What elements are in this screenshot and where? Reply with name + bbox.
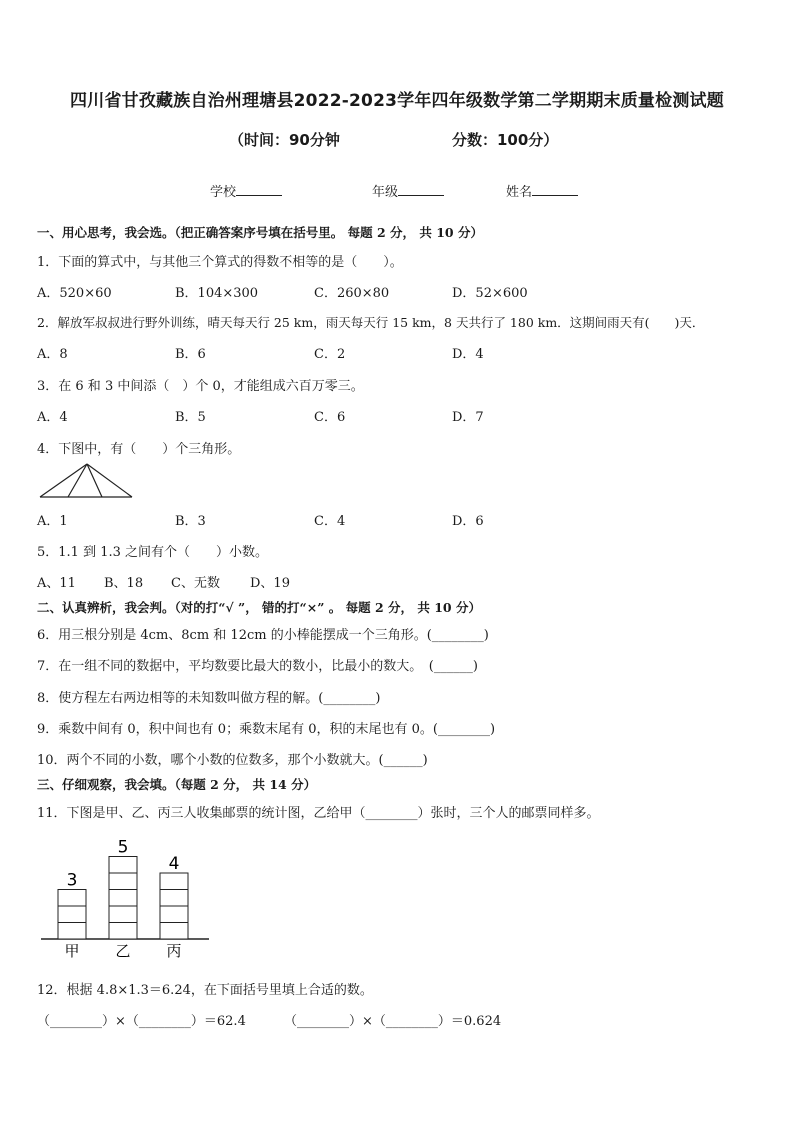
question-6[interactable]: 6．用三根分别是 4cm、8cm 和 12cm 的小棒能摆成一个三角形。(________) bbox=[37, 628, 489, 643]
q1-option-b[interactable]: B．104×300 bbox=[175, 286, 259, 301]
question-4: 4．下图中，有（ ）个三角形。 bbox=[37, 442, 241, 457]
question-2: 2．解放军叔叔进行野外训练，晴天每天行 25 km，雨天每天行 15 km，8 天共行了 180 km．这期间雨天有( )天． bbox=[37, 315, 705, 330]
stamp-cell-2 bbox=[109, 890, 137, 907]
triangle-figure bbox=[38, 462, 134, 500]
question-1: 1．下面的算式中，与其他三个算式的得数不相等的是（ ）。 bbox=[37, 255, 403, 270]
question-12-part-a[interactable]: （________）×（________）＝62.4 bbox=[37, 1014, 246, 1029]
stamp-cell-3 bbox=[160, 873, 188, 890]
grade-blank[interactable] bbox=[398, 183, 444, 196]
question-5: 5．1.1 到 1.3 之间有个（ ）小数。 bbox=[37, 545, 269, 560]
school-field[interactable] bbox=[210, 181, 282, 200]
exam-title: 四川省甘孜藏族自治州理塘县2022-2023学年四年级数学第二学期期末质量检测试题 bbox=[70, 91, 724, 111]
question-3: 3．在 6 和 3 中间添（ ）个 0，才能组成六百万零三。 bbox=[37, 379, 364, 394]
q2-option-c[interactable]: C．2 bbox=[314, 347, 346, 362]
stamp-cell-3 bbox=[160, 906, 188, 923]
q1-option-c[interactable]: C．260×80 bbox=[314, 286, 390, 301]
bar-category-label: 乙 bbox=[115, 942, 131, 960]
grade-field[interactable] bbox=[372, 181, 444, 200]
exam-score: 分数：100分） bbox=[452, 131, 559, 149]
question-11[interactable]: 11．下图是甲、乙、丙三人收集邮票的统计图，乙给甲（________）张时，三个人的邮票同样多。 bbox=[37, 806, 600, 821]
school-label: 学校 bbox=[210, 185, 237, 200]
name-field[interactable] bbox=[506, 181, 578, 200]
q3-option-b[interactable]: B．5 bbox=[175, 410, 206, 425]
section-2-heading: 二、认真辨析，我会判。（对的打“√ ”， 错的打“×” 。 每题 2 分， 共 10 分） bbox=[37, 600, 481, 615]
stamp-cell-3 bbox=[160, 923, 188, 940]
q5-option-c[interactable]: C、无数 bbox=[171, 576, 220, 591]
question-12-part-b[interactable]: （________）×（________）＝0.624 bbox=[284, 1014, 502, 1029]
question-9[interactable]: 9．乘数中间有 0，积中间也有 0；乘数末尾有 0，积的末尾也有 0。(________) bbox=[37, 722, 496, 737]
q3-option-c[interactable]: C．6 bbox=[314, 410, 346, 425]
stamp-chart bbox=[38, 828, 212, 962]
bar-category-label: 甲 bbox=[64, 942, 80, 960]
stamp-cell-2 bbox=[109, 857, 137, 874]
question-12: 12．根据 4.8×1.3＝6.24，在下面括号里填上合适的数。 bbox=[37, 983, 373, 998]
question-8[interactable]: 8．使方程左右两边相等的未知数叫做方程的解。(________) bbox=[37, 691, 381, 706]
stamp-cell-1 bbox=[58, 906, 86, 923]
name-label: 姓名 bbox=[506, 185, 533, 200]
stamp-cell-2 bbox=[109, 923, 137, 940]
bar-value-label: 3 bbox=[66, 870, 78, 891]
q1-option-d[interactable]: D．52×600 bbox=[452, 286, 528, 301]
q5-option-b[interactable]: B、18 bbox=[104, 576, 144, 591]
q5-option-a[interactable]: A、11 bbox=[37, 576, 76, 591]
question-7[interactable]: 7．在一组不同的数据中，平均数要比最大的数小，比最小的数大。 (______) bbox=[37, 659, 478, 674]
name-blank[interactable] bbox=[532, 183, 578, 196]
q5-option-d[interactable]: D、19 bbox=[250, 576, 290, 591]
bar-value-label: 5 bbox=[117, 837, 129, 858]
school-blank[interactable] bbox=[236, 183, 282, 196]
q4-option-c[interactable]: C．4 bbox=[314, 514, 346, 529]
bar-value-label: 4 bbox=[168, 854, 180, 874]
q3-option-a[interactable]: A．4 bbox=[37, 410, 68, 425]
q4-option-b[interactable]: B．3 bbox=[175, 514, 206, 529]
exam-time: （时间：90分钟 bbox=[229, 131, 340, 149]
q1-option-a[interactable]: A．520×60 bbox=[37, 286, 112, 301]
q4-option-a[interactable]: A．1 bbox=[37, 514, 68, 529]
q4-option-d[interactable]: D．6 bbox=[452, 514, 484, 529]
section-3-heading: 三、仔细观察，我会填。（每题 2 分， 共 14 分） bbox=[37, 777, 317, 792]
stamp-cell-2 bbox=[109, 873, 137, 890]
section-1-heading: 一、用心思考，我会选。（把正确答案序号填在括号里。 每题 2 分， 共 10 分） bbox=[37, 225, 483, 240]
question-10[interactable]: 10．两个不同的小数，哪个小数的位数多，那个小数就大。(______) bbox=[37, 753, 428, 768]
q2-option-a[interactable]: A．8 bbox=[37, 347, 68, 362]
q2-option-d[interactable]: D．4 bbox=[452, 347, 484, 362]
stamp-cell-3 bbox=[160, 890, 188, 907]
grade-label: 年级 bbox=[372, 185, 399, 200]
q3-option-d[interactable]: D．7 bbox=[452, 410, 484, 425]
stamp-cell-1 bbox=[58, 923, 86, 940]
bar-category-label: 丙 bbox=[166, 942, 182, 960]
stamp-cell-2 bbox=[109, 906, 137, 923]
stamp-cell-1 bbox=[58, 890, 86, 907]
q2-option-b[interactable]: B．6 bbox=[175, 347, 206, 362]
